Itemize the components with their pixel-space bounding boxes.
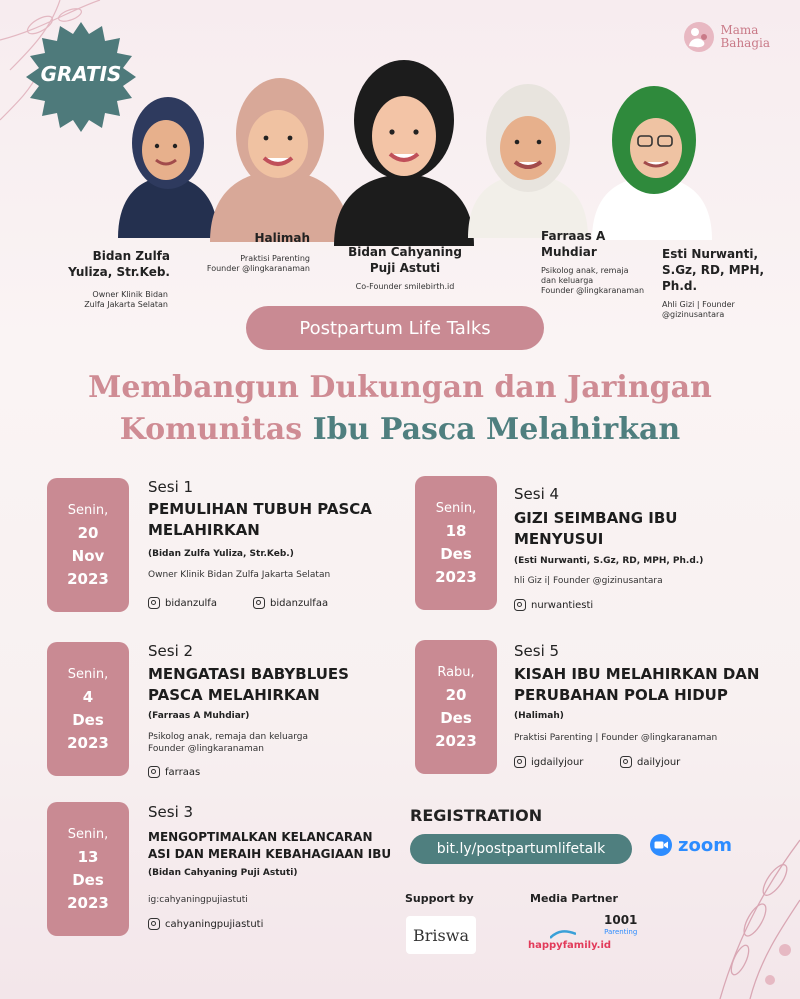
- registration-link[interactable]: bit.ly/postpartumlifetalk: [410, 834, 632, 864]
- speaker-role-farraas: Psikolog anak, remaja dan keluarga Founder @lingkaranaman: [541, 266, 645, 295]
- sesi-1-handle-1[interactable]: bidanzulfa: [148, 597, 217, 609]
- date-card-sesi-1: Senin, 20 Nov 2023: [47, 478, 129, 612]
- sesi-1-title: PEMULIHAN TUBUH PASCA MELAHIRKAN: [148, 500, 372, 539]
- speaker-photo-esti: [592, 80, 712, 240]
- instagram-icon: [148, 918, 160, 930]
- speaker-name-cahyaning: Bidan Cahyaning Puji Astuti: [348, 245, 462, 275]
- logo-line-1: Mama: [720, 23, 759, 37]
- briswa-logo: Briswa: [406, 916, 476, 954]
- sesi-2-title: MENGATASI BABYBLUES PASCA MELAHIRKAN: [148, 665, 349, 704]
- speaker-photo-farraas: [468, 78, 588, 238]
- sesi-5-title: KISAH IBU MELAHIRKAN DAN PERUBAHAN POLA HIDUP: [514, 665, 760, 704]
- instagram-icon: [148, 597, 160, 609]
- sesi-5-handle-1[interactable]: igdailyjour: [514, 756, 583, 768]
- speaker-name-farraas: Farraas A Muhdiar: [541, 229, 606, 259]
- mother-child-icon: [682, 20, 716, 54]
- support-title: Support by: [405, 892, 474, 905]
- sesi-2-label: Sesi 2: [148, 642, 194, 660]
- zoom-text: zoom: [678, 834, 732, 856]
- sesi-3-handle-1[interactable]: cahyaningpujiastuti: [148, 918, 263, 930]
- date-card-sesi-5: Rabu, 20 Des 2023: [415, 640, 497, 774]
- sesi-1-label: Sesi 1: [148, 478, 194, 496]
- sesi-1-desc: Owner Klinik Bidan Zulfa Jakarta Selatan: [148, 570, 331, 580]
- sesi-5-label: Sesi 5: [514, 642, 560, 660]
- sesi-4-title: GIZI SEIMBANG IBU MENYUSUI: [514, 509, 678, 548]
- sesi-5-desc: Praktisi Parenting | Founder @lingkaranaman: [514, 733, 718, 743]
- sesi-5-handle-2[interactable]: dailyjour: [620, 756, 680, 768]
- 1001-parenting-logo: 1001 Parenting: [604, 913, 638, 936]
- instagram-icon: [620, 756, 632, 768]
- sesi-5-speaker: (Halimah): [514, 711, 564, 721]
- sesi-1-handle-2[interactable]: bidanzulfaa: [253, 597, 328, 609]
- instagram-icon: [253, 597, 265, 609]
- speaker-name-zulfa: Bidan Zulfa Yuliza, Str.Keb.: [68, 249, 170, 279]
- gratis-text: GRATIS: [40, 62, 122, 86]
- sesi-3-speaker: (Bidan Cahyaning Puji Astuti): [148, 868, 298, 878]
- date-card-sesi-2: Senin, 4 Des 2023: [47, 642, 129, 776]
- headline-pink-part: Komunitas: [119, 412, 303, 447]
- headline-line-1: Membangun Dukungan dan Jaringan: [88, 370, 712, 405]
- sesi-4-speaker: (Esti Nurwanti, S.Gz, RD, MPH, Ph.d.): [514, 556, 704, 566]
- speaker-photo-cahyaning: [334, 56, 474, 246]
- zoom-camera-icon: [650, 834, 672, 856]
- sesi-3-label: Sesi 3: [148, 803, 194, 821]
- sesi-4-handle-1[interactable]: nurwantiesti: [514, 599, 593, 611]
- media-partner-title: Media Partner: [530, 892, 618, 905]
- speaker-name-halimah: Halimah: [254, 231, 310, 245]
- instagram-icon: [514, 756, 526, 768]
- event-name-pill: Postpartum Life Talks: [246, 306, 544, 350]
- sesi-2-handle-1[interactable]: farraas: [148, 766, 200, 778]
- instagram-icon: [514, 599, 526, 611]
- logo-line-2: Bahagia: [720, 36, 770, 50]
- speaker-role-cahyaning: Co-Founder smilebirth.id: [355, 282, 455, 291]
- happyfamily-logo: happyfamily.id: [528, 930, 611, 951]
- zoom-logo: [650, 834, 732, 856]
- speaker-name-esti: Esti Nurwanti, S.Gz, RD, MPH, Ph.d.: [662, 247, 765, 293]
- sesi-2-desc: Psikolog anak, remaja dan keluarga Founder @lingkaranaman: [148, 732, 309, 754]
- headline-teal-part: Ibu Pasca Melahirkan: [312, 412, 681, 447]
- headline-line-2: [0, 410, 800, 450]
- registration-title: REGISTRATION: [410, 806, 543, 825]
- sesi-2-speaker: (Farraas A Muhdiar): [148, 711, 250, 721]
- sesi-4-desc: hli Giz i| Founder @gizinusantara: [514, 576, 663, 586]
- sesi-3-desc: ig:cahyaningpujiastuti: [148, 895, 248, 905]
- mama-bahagia-logo: [682, 20, 770, 54]
- wave-icon: [550, 930, 576, 940]
- date-card-sesi-4: Senin, 18 Des 2023: [415, 476, 497, 610]
- speaker-photo-halimah: [210, 72, 350, 242]
- speaker-role-halimah: Praktisi Parenting Founder @lingkaranaman: [206, 254, 310, 273]
- date-card-sesi-3: Senin, 13 Des 2023: [47, 802, 129, 936]
- instagram-icon: [148, 766, 160, 778]
- sesi-3-title: MENGOPTIMALKAN KELANCARAN ASI DAN MERAIH KEBAHAGIAAN IBU: [148, 830, 392, 861]
- sesi-1-speaker: (Bidan Zulfa Yuliza, Str.Keb.): [148, 549, 294, 559]
- sesi-4-label: Sesi 4: [514, 485, 560, 503]
- speaker-role-esti: Ahli Gizi | Founder @gizinusantara: [662, 300, 735, 319]
- speaker-role-zulfa: Owner Klinik Bidan Zulfa Jakarta Selatan: [84, 290, 168, 309]
